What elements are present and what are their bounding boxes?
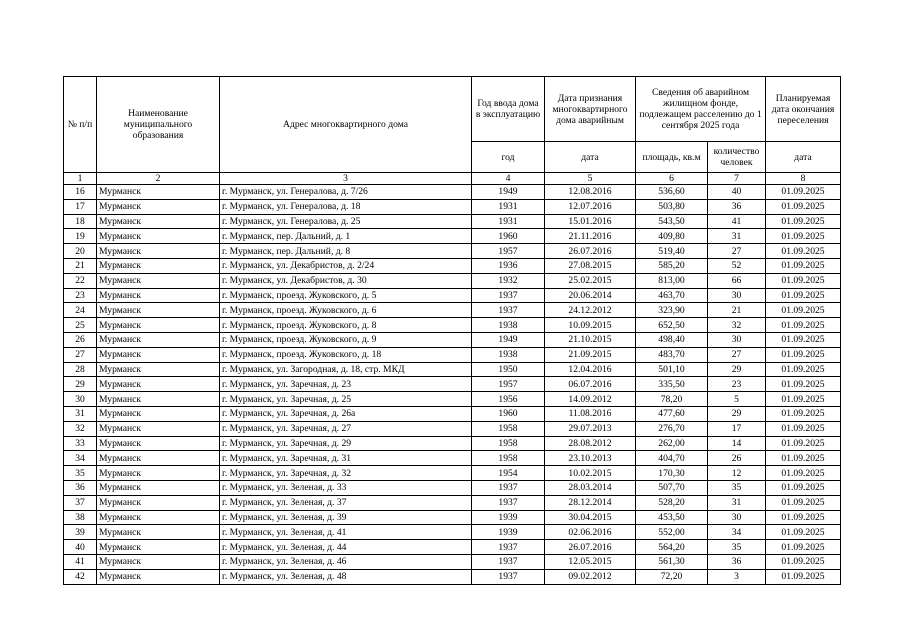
municipality-cell: Мурманск	[97, 540, 220, 555]
table-row	[64, 199, 841, 214]
date-cell: 10.09.2015	[545, 318, 636, 333]
people-cell: 35	[708, 540, 766, 555]
end-date-cell: 01.09.2025	[766, 377, 841, 392]
date-cell: 25.02.2015	[545, 273, 636, 288]
row-number: 35	[64, 466, 97, 481]
municipality-cell: Мурманск	[97, 421, 220, 436]
address-cell: г. Мурманск, ул. Загородная, д. 18, стр. МКД	[220, 362, 472, 377]
municipality-cell: Мурманск	[97, 554, 220, 569]
area-cell: 543,50	[636, 214, 708, 229]
date-cell: 12.07.2016	[545, 199, 636, 214]
date-cell: 28.08.2012	[545, 436, 636, 451]
people-cell: 32	[708, 318, 766, 333]
end-date-cell: 01.09.2025	[766, 199, 841, 214]
row-number: 38	[64, 510, 97, 525]
end-date-cell: 01.09.2025	[766, 540, 841, 555]
people-cell: 23	[708, 377, 766, 392]
table-row	[64, 451, 841, 466]
people-cell: 36	[708, 199, 766, 214]
people-cell: 40	[708, 185, 766, 200]
address-cell: г. Мурманск, ул. Заречная, д. 32	[220, 466, 472, 481]
municipality-cell: Мурманск	[97, 451, 220, 466]
date-cell: 26.07.2016	[545, 540, 636, 555]
year-cell: 1960	[472, 229, 545, 244]
table-row	[64, 318, 841, 333]
people-cell: 29	[708, 406, 766, 421]
municipality-cell: Мурманск	[97, 510, 220, 525]
year-cell: 1938	[472, 318, 545, 333]
header-num: № п/п	[64, 77, 97, 173]
row-number: 19	[64, 229, 97, 244]
area-cell: 652,50	[636, 318, 708, 333]
table-row	[64, 362, 841, 377]
end-date-cell: 01.09.2025	[766, 525, 841, 540]
date-cell: 12.04.2016	[545, 362, 636, 377]
people-cell: 14	[708, 436, 766, 451]
end-date-cell: 01.09.2025	[766, 554, 841, 569]
municipality-cell: Мурманск	[97, 229, 220, 244]
col-number: 1	[64, 173, 97, 185]
municipality-cell: Мурманск	[97, 347, 220, 362]
area-cell: 564,20	[636, 540, 708, 555]
area-cell: 404,70	[636, 451, 708, 466]
row-number: 40	[64, 540, 97, 555]
municipality-cell: Мурманск	[97, 199, 220, 214]
housing-table	[63, 76, 841, 585]
area-cell: 813,00	[636, 273, 708, 288]
year-cell: 1960	[472, 406, 545, 421]
end-date-cell: 01.09.2025	[766, 258, 841, 273]
year-cell: 1932	[472, 273, 545, 288]
year-cell: 1939	[472, 525, 545, 540]
area-cell: 323,90	[636, 303, 708, 318]
municipality-cell: Мурманск	[97, 569, 220, 584]
end-date-cell: 01.09.2025	[766, 318, 841, 333]
address-cell: г. Мурманск, ул. Заречная, д. 31	[220, 451, 472, 466]
municipality-cell: Мурманск	[97, 244, 220, 259]
address-cell: г. Мурманск, ул. Заречная, д. 23	[220, 377, 472, 392]
end-date-cell: 01.09.2025	[766, 185, 841, 200]
col-number: 6	[636, 173, 708, 185]
date-cell: 21.09.2015	[545, 347, 636, 362]
row-number: 37	[64, 495, 97, 510]
end-date-cell: 01.09.2025	[766, 392, 841, 407]
date-cell: 11.08.2016	[545, 406, 636, 421]
table-row	[64, 185, 841, 200]
address-cell: г. Мурманск, ул. Зеленая, д. 33	[220, 480, 472, 495]
address-cell: г. Мурманск, ул. Зеленая, д. 39	[220, 510, 472, 525]
end-date-cell: 01.09.2025	[766, 362, 841, 377]
area-cell: 453,50	[636, 510, 708, 525]
address-cell: г. Мурманск, ул. Заречная, д. 26а	[220, 406, 472, 421]
table-row	[64, 332, 841, 347]
people-cell: 26	[708, 451, 766, 466]
row-number: 27	[64, 347, 97, 362]
col-number: 7	[708, 173, 766, 185]
year-cell: 1931	[472, 199, 545, 214]
year-cell: 1950	[472, 362, 545, 377]
table-row	[64, 229, 841, 244]
year-cell: 1938	[472, 347, 545, 362]
table-row	[64, 421, 841, 436]
people-cell: 21	[708, 303, 766, 318]
address-cell: г. Мурманск, ул. Зеленая, д. 46	[220, 554, 472, 569]
area-cell: 463,70	[636, 288, 708, 303]
row-number: 26	[64, 332, 97, 347]
row-number: 25	[64, 318, 97, 333]
year-cell: 1939	[472, 510, 545, 525]
municipality-cell: Мурманск	[97, 525, 220, 540]
table-row	[64, 480, 841, 495]
people-cell: 34	[708, 525, 766, 540]
row-number: 18	[64, 214, 97, 229]
table-row	[64, 569, 841, 584]
end-date-cell: 01.09.2025	[766, 436, 841, 451]
end-date-cell: 01.09.2025	[766, 332, 841, 347]
area-cell: 519,40	[636, 244, 708, 259]
table-row	[64, 258, 841, 273]
date-cell: 06.07.2016	[545, 377, 636, 392]
area-cell: 503,80	[636, 199, 708, 214]
col-number: 5	[545, 173, 636, 185]
address-cell: г. Мурманск, ул. Заречная, д. 27	[220, 421, 472, 436]
end-date-cell: 01.09.2025	[766, 244, 841, 259]
table-header	[64, 77, 841, 185]
column-number-row	[64, 173, 841, 185]
people-cell: 29	[708, 362, 766, 377]
address-cell: г. Мурманск, ул. Зеленая, д. 41	[220, 525, 472, 540]
table-row	[64, 347, 841, 362]
municipality-cell: Мурманск	[97, 332, 220, 347]
table-row	[64, 406, 841, 421]
end-date-cell: 01.09.2025	[766, 466, 841, 481]
municipality-cell: Мурманск	[97, 185, 220, 200]
municipality-cell: Мурманск	[97, 466, 220, 481]
year-cell: 1937	[472, 480, 545, 495]
year-cell: 1957	[472, 244, 545, 259]
municipality-cell: Мурманск	[97, 406, 220, 421]
table-row	[64, 214, 841, 229]
row-number: 16	[64, 185, 97, 200]
year-cell: 1937	[472, 554, 545, 569]
area-cell: 276,70	[636, 421, 708, 436]
end-date-cell: 01.09.2025	[766, 569, 841, 584]
date-cell: 02.06.2016	[545, 525, 636, 540]
year-cell: 1937	[472, 569, 545, 584]
header-address: Адрес многоквартирного дома	[220, 77, 472, 173]
address-cell: г. Мурманск, проезд. Жуковского, д. 9	[220, 332, 472, 347]
people-cell: 17	[708, 421, 766, 436]
row-number: 22	[64, 273, 97, 288]
row-number: 23	[64, 288, 97, 303]
table-row	[64, 554, 841, 569]
row-number: 33	[64, 436, 97, 451]
area-cell: 498,40	[636, 332, 708, 347]
date-cell: 21.11.2016	[545, 229, 636, 244]
address-cell: г. Мурманск, проезд. Жуковского, д. 6	[220, 303, 472, 318]
table-row	[64, 510, 841, 525]
date-cell: 28.12.2014	[545, 495, 636, 510]
row-number: 29	[64, 377, 97, 392]
area-cell: 477,60	[636, 406, 708, 421]
people-cell: 66	[708, 273, 766, 288]
municipality-cell: Мурманск	[97, 362, 220, 377]
col-number: 4	[472, 173, 545, 185]
area-cell: 536,60	[636, 185, 708, 200]
year-cell: 1958	[472, 436, 545, 451]
area-cell: 585,20	[636, 258, 708, 273]
area-cell: 501,10	[636, 362, 708, 377]
municipality-cell: Мурманск	[97, 377, 220, 392]
end-date-cell: 01.09.2025	[766, 480, 841, 495]
address-cell: г. Мурманск, пер. Дальний, д. 8	[220, 244, 472, 259]
row-number: 42	[64, 569, 97, 584]
area-cell: 552,00	[636, 525, 708, 540]
area-cell: 262,00	[636, 436, 708, 451]
date-cell: 26.07.2016	[545, 244, 636, 259]
table-row	[64, 377, 841, 392]
row-number: 28	[64, 362, 97, 377]
municipality-cell: Мурманск	[97, 273, 220, 288]
area-cell: 170,30	[636, 466, 708, 481]
table-row	[64, 273, 841, 288]
address-cell: г. Мурманск, ул. Заречная, д. 25	[220, 392, 472, 407]
municipality-cell: Мурманск	[97, 258, 220, 273]
area-cell: 335,50	[636, 377, 708, 392]
people-cell: 31	[708, 229, 766, 244]
municipality-cell: Мурманск	[97, 214, 220, 229]
area-cell: 409,80	[636, 229, 708, 244]
address-cell: г. Мурманск, ул. Декабристов, д. 2/24	[220, 258, 472, 273]
date-cell: 15.01.2016	[545, 214, 636, 229]
municipality-cell: Мурманск	[97, 288, 220, 303]
year-cell: 1949	[472, 185, 545, 200]
municipality-cell: Мурманск	[97, 495, 220, 510]
people-cell: 35	[708, 480, 766, 495]
table-row	[64, 303, 841, 318]
row-number: 34	[64, 451, 97, 466]
people-cell: 27	[708, 244, 766, 259]
end-date-cell: 01.09.2025	[766, 421, 841, 436]
table-row	[64, 288, 841, 303]
address-cell: г. Мурманск, ул. Генералова, д. 7/26	[220, 185, 472, 200]
year-cell: 1957	[472, 377, 545, 392]
address-cell: г. Мурманск, ул. Декабристов, д. 30	[220, 273, 472, 288]
people-cell: 30	[708, 288, 766, 303]
year-cell: 1937	[472, 288, 545, 303]
people-cell: 41	[708, 214, 766, 229]
address-cell: г. Мурманск, ул. Зеленая, д. 44	[220, 540, 472, 555]
address-cell: г. Мурманск, проезд. Жуковского, д. 5	[220, 288, 472, 303]
row-number: 24	[64, 303, 97, 318]
subheader-people: количество человек	[708, 142, 766, 173]
subheader-date: дата	[545, 142, 636, 173]
subheader-date2: дата	[766, 142, 841, 173]
header-date-emergency: Дата признания многоквартирного дома аварийным	[545, 77, 636, 142]
year-cell: 1937	[472, 540, 545, 555]
area-cell: 72,20	[636, 569, 708, 584]
subheader-area: площадь, кв.м	[636, 142, 708, 173]
row-number: 31	[64, 406, 97, 421]
end-date-cell: 01.09.2025	[766, 229, 841, 244]
area-cell: 78,20	[636, 392, 708, 407]
end-date-cell: 01.09.2025	[766, 406, 841, 421]
people-cell: 36	[708, 554, 766, 569]
col-number: 2	[97, 173, 220, 185]
row-number: 17	[64, 199, 97, 214]
date-cell: 12.05.2015	[545, 554, 636, 569]
table-row	[64, 495, 841, 510]
address-cell: г. Мурманск, ул. Зеленая, д. 48	[220, 569, 472, 584]
year-cell: 1931	[472, 214, 545, 229]
municipality-cell: Мурманск	[97, 318, 220, 333]
address-cell: г. Мурманск, ул. Генералова, д. 18	[220, 199, 472, 214]
year-cell: 1958	[472, 451, 545, 466]
date-cell: 09.02.2012	[545, 569, 636, 584]
people-cell: 52	[708, 258, 766, 273]
col-number: 8	[766, 173, 841, 185]
address-cell: г. Мурманск, пер. Дальний, д. 1	[220, 229, 472, 244]
row-number: 41	[64, 554, 97, 569]
date-cell: 30.04.2015	[545, 510, 636, 525]
people-cell: 12	[708, 466, 766, 481]
municipality-cell: Мурманск	[97, 392, 220, 407]
end-date-cell: 01.09.2025	[766, 303, 841, 318]
people-cell: 31	[708, 495, 766, 510]
area-cell: 507,70	[636, 480, 708, 495]
area-cell: 528,20	[636, 495, 708, 510]
end-date-cell: 01.09.2025	[766, 451, 841, 466]
header-municipality: Наименование муниципального образования	[97, 77, 220, 173]
table-body	[64, 185, 841, 585]
year-cell: 1956	[472, 392, 545, 407]
address-cell: г. Мурманск, ул. Генералова, д. 25	[220, 214, 472, 229]
people-cell: 5	[708, 392, 766, 407]
date-cell: 23.10.2013	[545, 451, 636, 466]
date-cell: 24.12.2012	[545, 303, 636, 318]
address-cell: г. Мурманск, ул. Заречная, д. 29	[220, 436, 472, 451]
end-date-cell: 01.09.2025	[766, 495, 841, 510]
year-cell: 1958	[472, 421, 545, 436]
address-cell: г. Мурманск, ул. Зеленая, д. 37	[220, 495, 472, 510]
people-cell: 27	[708, 347, 766, 362]
year-cell: 1937	[472, 303, 545, 318]
date-cell: 29.07.2013	[545, 421, 636, 436]
date-cell: 21.10.2015	[545, 332, 636, 347]
row-number: 20	[64, 244, 97, 259]
table-row	[64, 525, 841, 540]
year-cell: 1949	[472, 332, 545, 347]
row-number: 32	[64, 421, 97, 436]
header-planned: Планируемая дата окончания переселения	[766, 77, 841, 142]
end-date-cell: 01.09.2025	[766, 214, 841, 229]
area-cell: 483,70	[636, 347, 708, 362]
col-number: 3	[220, 173, 472, 185]
row-number: 30	[64, 392, 97, 407]
row-number: 39	[64, 525, 97, 540]
year-cell: 1954	[472, 466, 545, 481]
date-cell: 27.08.2015	[545, 258, 636, 273]
area-cell: 561,30	[636, 554, 708, 569]
header-info: Сведения об аварийном жилищном фонде, подлежащем расселению до 1 сентября 2025 года	[636, 77, 766, 142]
table-row	[64, 244, 841, 259]
people-cell: 30	[708, 510, 766, 525]
table-row	[64, 540, 841, 555]
row-number: 36	[64, 480, 97, 495]
date-cell: 14.09.2012	[545, 392, 636, 407]
row-number: 21	[64, 258, 97, 273]
table-row	[64, 436, 841, 451]
year-cell: 1937	[472, 495, 545, 510]
date-cell: 10.02.2015	[545, 466, 636, 481]
date-cell: 20.06.2014	[545, 288, 636, 303]
header-year-built: Год ввода дома в эксплуатацию	[472, 77, 545, 142]
date-cell: 12.08.2016	[545, 185, 636, 200]
municipality-cell: Мурманск	[97, 436, 220, 451]
end-date-cell: 01.09.2025	[766, 273, 841, 288]
municipality-cell: Мурманск	[97, 480, 220, 495]
people-cell: 3	[708, 569, 766, 584]
end-date-cell: 01.09.2025	[766, 510, 841, 525]
end-date-cell: 01.09.2025	[766, 288, 841, 303]
year-cell: 1936	[472, 258, 545, 273]
table-row	[64, 466, 841, 481]
table-row	[64, 392, 841, 407]
address-cell: г. Мурманск, проезд. Жуковского, д. 18	[220, 347, 472, 362]
subheader-year: год	[472, 142, 545, 173]
date-cell: 28.03.2014	[545, 480, 636, 495]
municipality-cell: Мурманск	[97, 303, 220, 318]
address-cell: г. Мурманск, проезд. Жуковского, д. 8	[220, 318, 472, 333]
people-cell: 30	[708, 332, 766, 347]
end-date-cell: 01.09.2025	[766, 347, 841, 362]
